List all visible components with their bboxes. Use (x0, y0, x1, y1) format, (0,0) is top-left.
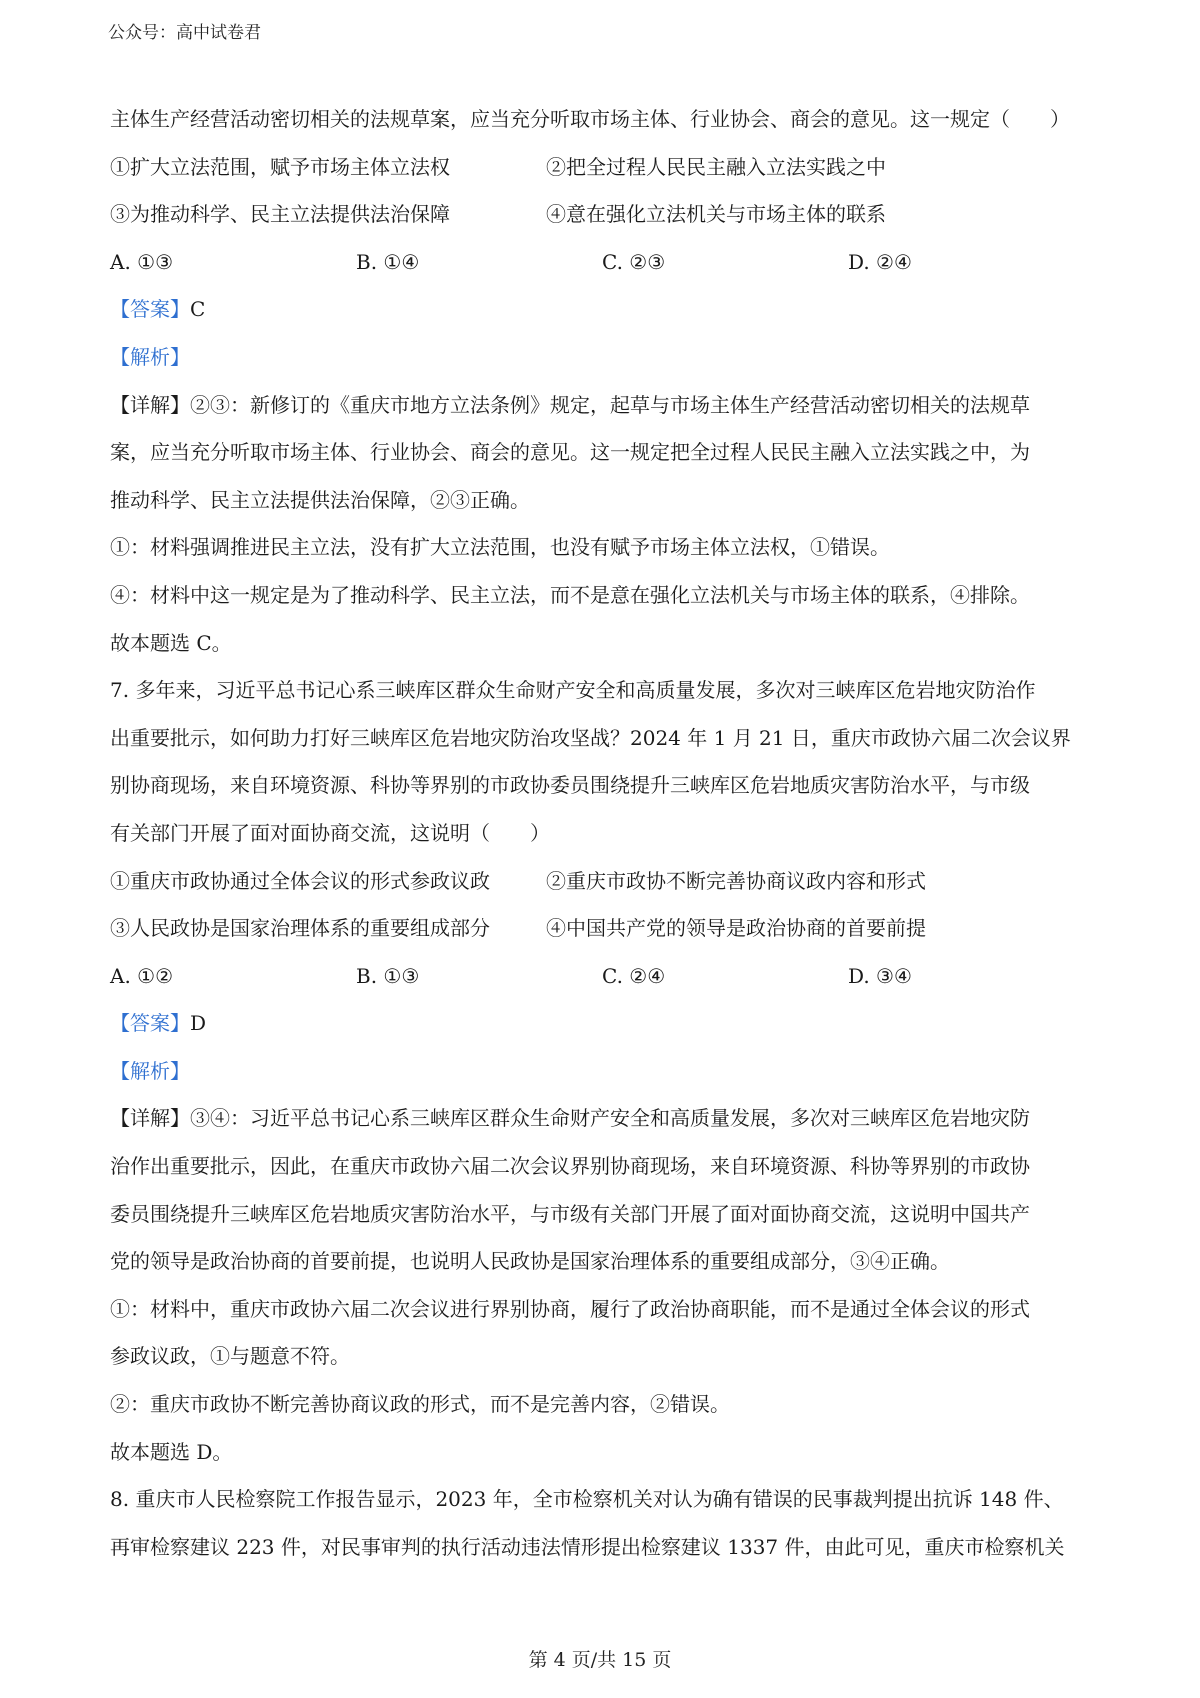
q7-options-row-1 (110, 858, 1105, 906)
answer-tag: 【答案】 (110, 1011, 190, 1036)
q6-options-row-1 (110, 144, 1105, 192)
q7-detail-line: 委员围绕提升三峡库区危岩地质灾害防治水平，与市级有关部门开展了面对面协商交流，这说明中国共产 (110, 1201, 1030, 1226)
q8-stem-line: 8. 重庆市人民检察院工作报告显示，2023 年，全市检察机关对认为确有错误的民事裁判提出抗诉 148 件、 (110, 1487, 1064, 1512)
q7-stem-line: 7. 多年来，习近平总书记心系三峡库区群众生命财产安全和高质量发展，多次对三峡库区危岩地灾防治作 (110, 678, 1036, 703)
q7-answer (110, 1000, 1105, 1048)
q7-choice-c: C. ②④ (602, 963, 666, 988)
q7-detail-line: ②：重庆市政协不断完善协商议政的形式，而不是完善内容，②错误。 (110, 1392, 730, 1417)
q7-analysis-heading (110, 1048, 1105, 1096)
q6-option-1: ①扩大立法范围，赋予市场主体立法权 (110, 154, 450, 179)
q6-options-row-2 (110, 191, 1105, 239)
q6-option-3: ③为推动科学、民主立法提供法治保障 (110, 202, 450, 227)
q6-choices (110, 239, 1105, 287)
q6-stem-end: 主体生产经营活动密切相关的法规草案，应当充分听取市场主体、行业协会、商会的意见。这一规定（ ） (110, 107, 1070, 131)
q6-detail-line: 案，应当充分听取市场主体、行业协会、商会的意见。这一规定把全过程人民民主融入立法实践之中，为 (110, 440, 1030, 465)
q7-options-row-2 (110, 905, 1105, 953)
q7-stem-line: 别协商现场，来自环境资源、科协等界别的市政协委员围绕提升三峡库区危岩地质灾害防治水平，与市级 (110, 773, 1030, 798)
q6-choice-d: D. ②④ (848, 249, 912, 274)
q6-analysis-heading (110, 334, 1105, 382)
q7-conclusion: 故本题选 D。 (110, 1439, 233, 1464)
q7-stem-line: 出重要批示，如何助力打好三峡库区危岩地灾防治攻坚战？2024 年 1 月 21 日，重庆市政协六届二次会议界 (110, 725, 1071, 750)
answer-value: D (190, 1011, 207, 1036)
page-header: 公众号：高中试卷君 (108, 23, 261, 43)
q7-choice-b: B. ①③ (356, 963, 420, 988)
q7-option-1: ①重庆市政协通过全体会议的形式参政议政 (110, 868, 490, 893)
page-content (110, 96, 1105, 1571)
q7-detail-line: 党的领导是政治协商的首要前提，也说明人民政协是国家治理体系的重要组成部分，③④正确。 (110, 1249, 950, 1274)
q7-detail-line: ①：材料中，重庆市政协六届二次会议进行界别协商，履行了政治协商职能，而不是通过全体会议的形式 (110, 1296, 1030, 1321)
q7-choice-d: D. ③④ (848, 963, 912, 988)
q7-detail-line: 【详解】③④：习近平总书记心系三峡库区群众生命财产安全和高质量发展，多次对三峡库区危岩地灾防 (110, 1106, 1030, 1131)
q7-detail-line: 治作出重要批示，因此，在重庆市政协六届二次会议界别协商现场，来自环境资源、科协等界别的市政协 (110, 1154, 1030, 1179)
q6-detail-line: ④：材料中这一规定是为了推动科学、民主立法，而不是意在强化立法机关与市场主体的联系，④排除。 (110, 582, 1030, 607)
q6-conclusion: 故本题选 C。 (110, 630, 232, 655)
q6-answer (110, 286, 1105, 334)
answer-value: C (190, 297, 206, 322)
answer-tag: 【答案】 (110, 297, 190, 322)
q6-option-4: ④意在强化立法机关与市场主体的联系 (546, 202, 886, 227)
analysis-tag: 【解析】 (110, 1058, 190, 1083)
q6-choice-c: C. ②③ (602, 249, 666, 274)
q7-choices (110, 953, 1105, 1001)
q6-choice-a: A. ①③ (110, 249, 174, 274)
q6-detail-line: 推动科学、民主立法提供法治保障，②③正确。 (110, 487, 530, 512)
q6-choice-b: B. ①④ (356, 249, 420, 274)
page-footer: 第 4 页/共 15 页 (528, 1649, 672, 1671)
q7-option-2: ②重庆市政协不断完善协商议政内容和形式 (546, 868, 926, 893)
q6-detail-line: 【详解】②③：新修订的《重庆市地方立法条例》规定，起草与市场主体生产经营活动密切相关的法规草 (110, 392, 1030, 417)
q8-stem-line: 再审检察建议 223 件，对民事审判的执行活动违法情形提出检察建议 1337 件，由此可见，重庆市检察机关 (110, 1534, 1065, 1559)
q6-detail-line: ①：材料强调推进民主立法，没有扩大立法范围，也没有赋予市场主体立法权，①错误。 (110, 535, 890, 560)
analysis-tag: 【解析】 (110, 344, 190, 369)
q7-detail-line: 参政议政，①与题意不符。 (110, 1344, 350, 1369)
q7-option-4: ④中国共产党的领导是政治协商的首要前提 (546, 916, 926, 941)
q6-option-2: ②把全过程人民民主融入立法实践之中 (546, 154, 886, 179)
q7-choice-a: A. ①② (110, 963, 174, 988)
q7-option-3: ③人民政协是国家治理体系的重要组成部分 (110, 916, 490, 941)
q7-stem-line: 有关部门开展了面对面协商交流，这说明（ ） (110, 820, 550, 845)
